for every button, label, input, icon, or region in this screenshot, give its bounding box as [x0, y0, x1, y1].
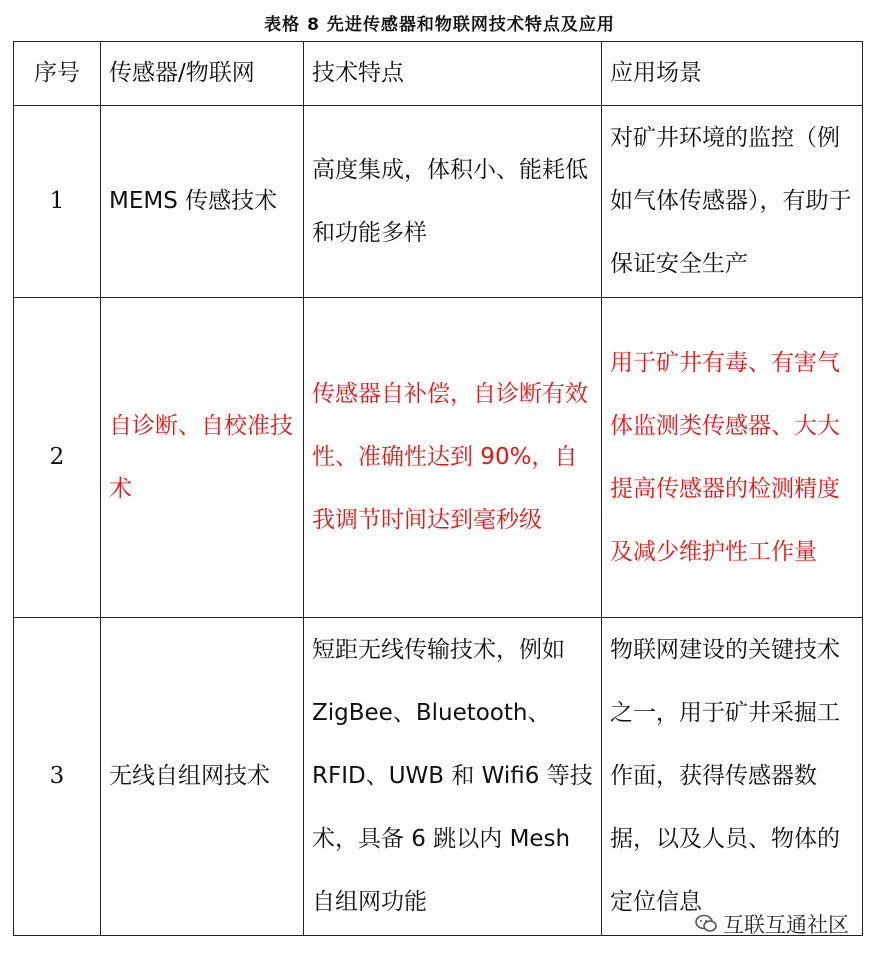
header-name: 传感器/物联网 [101, 42, 304, 106]
row-no: 1 [14, 106, 101, 298]
row-name: MEMS 传感技术 [101, 106, 304, 298]
row-application: 物联网建设的关键技术之一，用于矿井采掘工作面，获得传感器数据，以及人员、物体的定位信息 [602, 618, 863, 936]
wechat-icon [695, 914, 717, 934]
header-feature: 技术特点 [304, 42, 602, 106]
row-feature: 高度集成，体积小、能耗低和功能多样 [304, 106, 602, 298]
row-no: 2 [14, 298, 101, 618]
row-no: 3 [14, 618, 101, 936]
row-application: 用于矿井有毒、有害气体监测类传感器、大大提高传感器的检测精度及减少维护性工作量 [602, 298, 863, 618]
table-row [14, 106, 863, 298]
watermark-text: 互联互通社区 [723, 913, 849, 937]
table-caption: 表格 8 先进传感器和物联网技术特点及应用 [264, 15, 615, 35]
tech-table [13, 41, 863, 936]
table-header-row [14, 42, 863, 106]
row-feature: 传感器自补偿，自诊断有效性、准确性达到 90%，自我调节时间达到毫秒级 [304, 298, 602, 618]
table-row [14, 298, 863, 618]
row-feature: 短距无线传输技术，例如 ZigBee、Bluetooth、RFID、UWB 和 Wifi6 等技术，具备 6 跳以内 Mesh 自组网功能 [304, 618, 602, 936]
row-name: 自诊断、自校准技术 [101, 298, 304, 618]
header-no: 序号 [14, 42, 101, 106]
row-name: 无线自组网技术 [101, 618, 304, 936]
header-application: 应用场景 [602, 42, 863, 106]
row-application: 对矿井环境的监控（例如气体传感器），有助于保证安全生产 [602, 106, 863, 298]
table-row [14, 618, 863, 936]
watermark [695, 909, 849, 939]
